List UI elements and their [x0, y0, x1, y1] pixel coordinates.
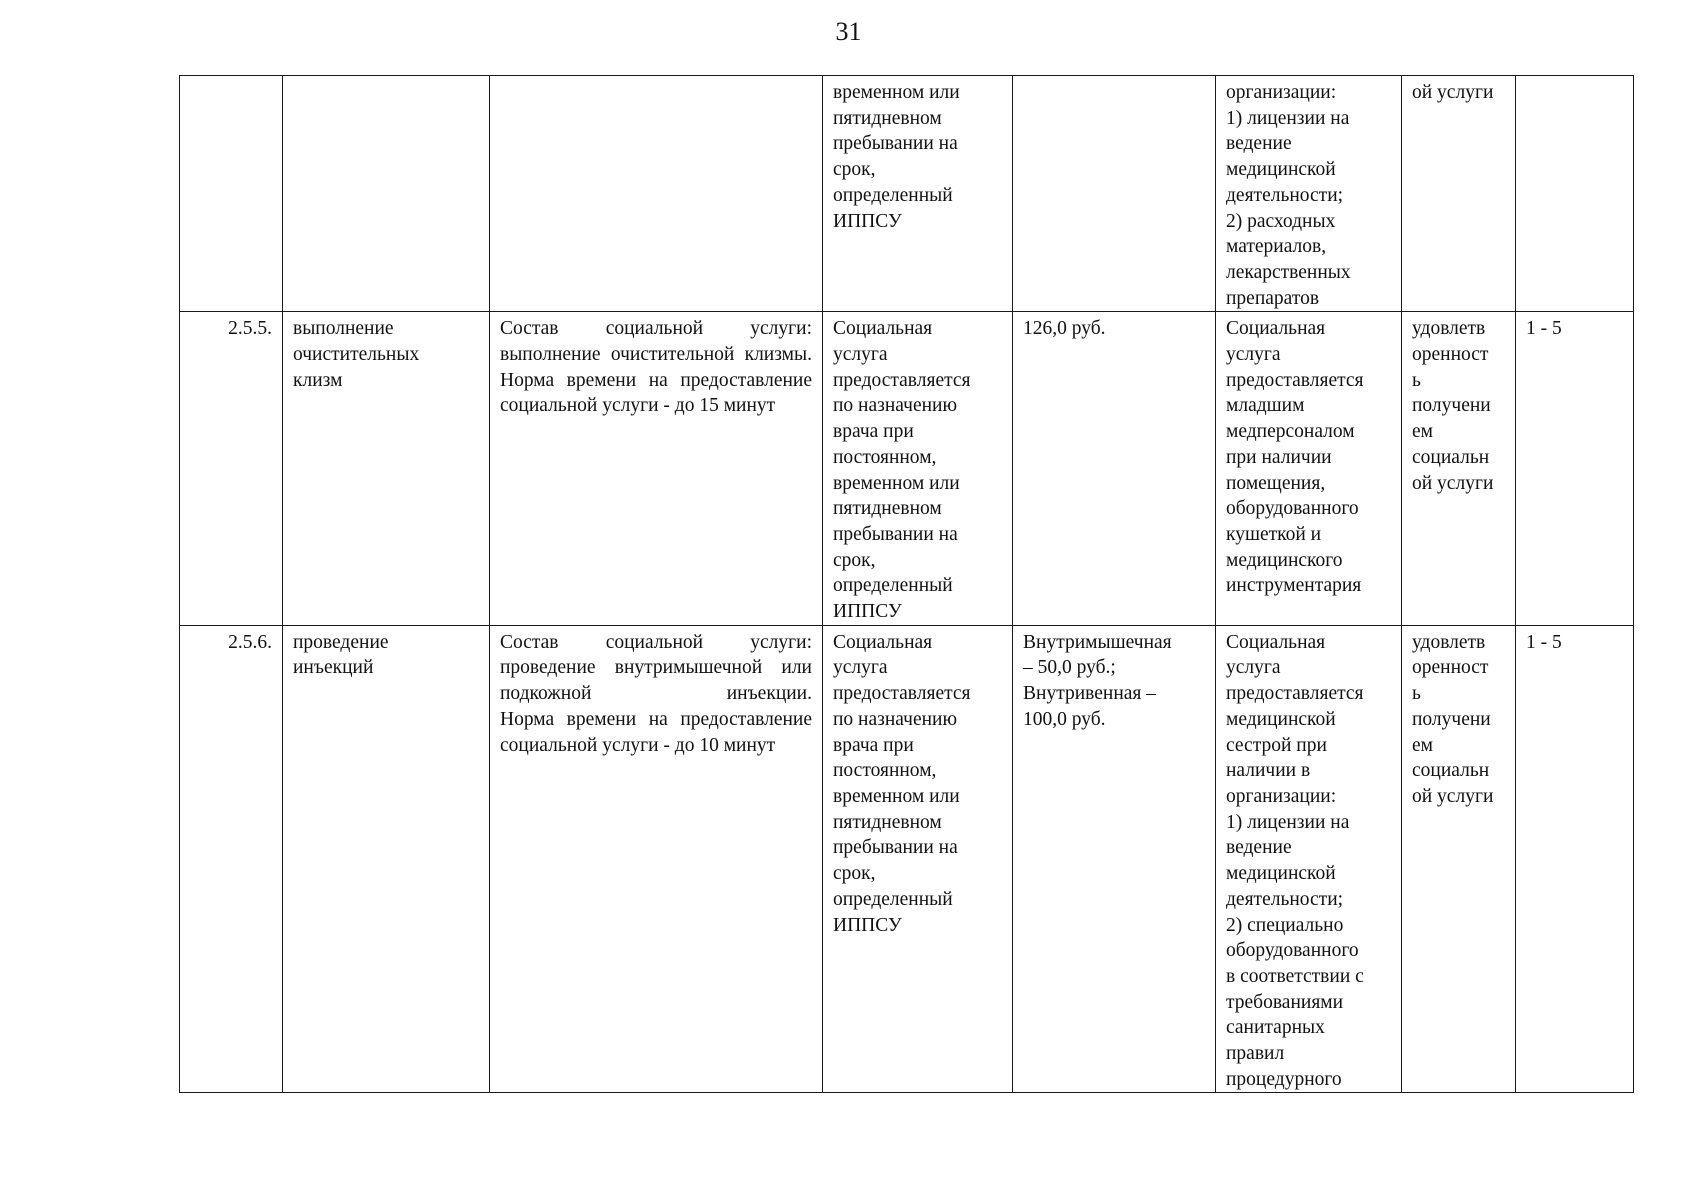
table-row	[180, 625, 1634, 1093]
service-requirements-cell: Социальная услуга предоставляется медицинской сестрой при наличии в организации: 1) лицензии на ведение медицинской деятельности; 2) специально оборудованного в соответствии с требованиями санитарных правил процедурного	[1216, 625, 1402, 1093]
service-requirements-cell: организации: 1) лицензии на ведение медицинской деятельности; 2) расходных материалов, лекарственных препаратов	[1216, 76, 1402, 312]
table-row	[180, 312, 1634, 625]
service-composition-cell	[490, 312, 823, 625]
service-composition-cell	[490, 625, 823, 1093]
service-number-cell: 2.5.6.	[180, 625, 283, 1093]
composition-paragraph: Норма времени на предоставление социальной услуги - до 15 минут	[500, 369, 812, 417]
service-conditions-cell: временном или пятидневном пребывании на срок, определенный ИППСУ	[823, 76, 1013, 312]
service-terms-cell: 1 - 5	[1516, 625, 1634, 1093]
page-number: 31	[835, 17, 862, 46]
service-indicator-cell: ой услуги	[1402, 76, 1516, 312]
table-row	[180, 76, 1634, 312]
service-indicator-cell: удовлетв оренност ь получени ем социальн ой услуги	[1402, 625, 1516, 1093]
service-terms-cell: 1 - 5	[1516, 312, 1634, 625]
composition-paragraph: Состав социальной услуги: проведение внутримышечной или подкожной инъекции.	[500, 631, 812, 705]
service-indicator-cell: удовлетв оренност ь получени ем социальн ой услуги	[1402, 312, 1516, 625]
service-number-cell: 2.5.5.	[180, 312, 283, 625]
service-name-cell: проведение инъекций	[283, 625, 490, 1093]
service-terms-cell	[1516, 76, 1634, 312]
service-requirements-cell: Социальная услуга предоставляется младшим медперсоналом при наличии помещения, оборудованного кушеткой и медицинского инструментария	[1216, 312, 1402, 625]
service-number-cell	[180, 76, 283, 312]
service-conditions-cell: Социальная услуга предоставляется по назначению врача при постоянном, временном или пятидневном пребывании на срок, определенный ИППСУ	[823, 625, 1013, 1093]
service-name-cell: выполнение очистительных клизм	[283, 312, 490, 625]
service-conditions-cell: Социальная услуга предоставляется по назначению врача при постоянном, временном или пятидневном пребывании на срок, определенный ИППСУ	[823, 312, 1013, 625]
service-tariff-cell: Внутримышечная – 50,0 руб.; Внутривенная – 100,0 руб.	[1013, 625, 1216, 1093]
services-table	[179, 75, 1634, 1093]
composition-paragraph: Норма времени на предоставление социальной услуги - до 10 минут	[500, 708, 812, 756]
composition-paragraph: Состав социальной услуги: выполнение очистительной клизмы.	[500, 318, 812, 366]
service-tariff-cell: 126,0 руб.	[1013, 312, 1216, 625]
service-tariff-cell	[1013, 76, 1216, 312]
service-composition-cell	[490, 76, 823, 312]
service-name-cell	[283, 76, 490, 312]
